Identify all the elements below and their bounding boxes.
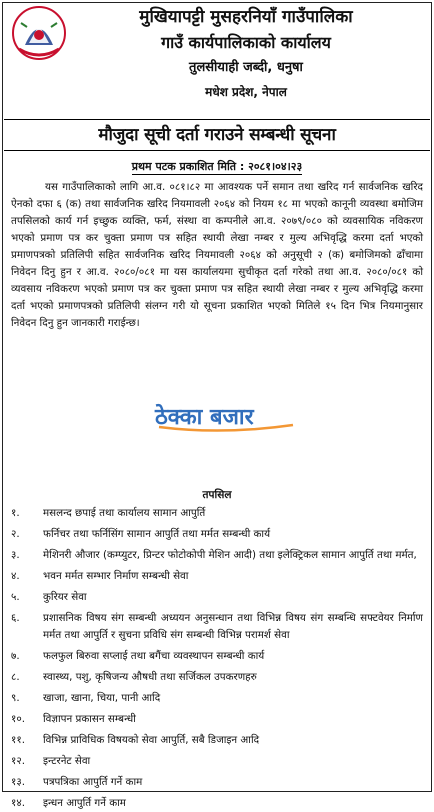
list-item-number: १२.	[11, 755, 25, 767]
list-item	[11, 711, 423, 728]
list-item	[11, 732, 423, 749]
list-item	[11, 690, 423, 707]
office-address: तुलसीयाही जब्दी, धनुषा	[189, 60, 303, 75]
list-item	[11, 505, 423, 522]
list-item-number: १.	[11, 507, 20, 519]
list-item-text: विभिन्न प्राविधिक विषयको सेवा आपुर्ति, सबै डिजाइन आदि	[43, 734, 260, 746]
list-item	[11, 648, 423, 665]
notice-heading: मौजुदा सूची दर्ता गराउने सम्बन्धी सूचना	[4, 119, 430, 151]
office-subtitle: गाउँ कार्यपालिकाको कार्यालय	[161, 33, 331, 52]
list-item-number: ७.	[11, 650, 20, 662]
list-item-text: भवन मर्मत सम्भार निर्माण सम्बन्धी सेवा	[43, 570, 189, 582]
list-item	[11, 774, 423, 791]
list-title: तपसिल	[202, 489, 232, 501]
list-item-text: खाजा, खाना, चिया, पानी आदि	[43, 692, 161, 704]
list-item-text: कुरियर सेवा	[43, 591, 87, 603]
list-item-number: २.	[11, 528, 20, 540]
watermark-logo	[153, 401, 303, 431]
publish-date-text: प्रथम पटक प्रकाशित मिति : २०८१।०४।२३	[131, 160, 303, 173]
list-item-text: पत्रपत्रिका आपुर्ति गर्ने काम	[43, 776, 143, 788]
municipality-title: मुखियापट्टी मुसहरनियाँ गाउँपालिका	[139, 7, 353, 27]
list-item-number: ३.	[11, 549, 20, 561]
service-list	[3, 505, 431, 812]
list-item-number: ८.	[11, 671, 20, 683]
list-item-number: १०.	[11, 713, 25, 725]
list-item-text: फर्निचर तथा फर्निसिंग सामान आपुर्ति तथा मर्मत सम्बन्धी कार्य	[43, 528, 271, 540]
list-item	[11, 526, 423, 543]
list-item	[11, 795, 423, 812]
list-item-number: ९.	[11, 692, 20, 704]
list-item	[11, 669, 423, 686]
list-item-text: इन्धन आपुर्ति गर्ने काम	[43, 797, 126, 809]
list-item-text: मेशिनरी औजार (कम्प्युटर, प्रिन्टर फोटोकोपी मेशिन आदी) तथा इलेक्ट्रिकल सामान आपुर्ति तथा मर्मत,	[43, 549, 417, 561]
publish-date	[3, 159, 431, 175]
list-item	[11, 547, 423, 564]
list-item-text: फलफुल बिरुवा सप्लाई तथा बगैंचा व्यवस्थापन सम्बन्धी कार्य	[43, 650, 265, 662]
list-item-text: इन्टरनेट सेवा	[43, 755, 91, 767]
list-item	[11, 568, 423, 585]
list-item-text: प्रशासनिक विषय संग सम्बन्धी अध्ययन अनुसन्धान तथा विभिन्न विषय संग सम्बन्धि सफ्टवेयर निर्माण मर्मत तथा आपुर्ति र सुचना प्रविधि संग सम्बन्धी विभिन्न परामर्श सेवा	[43, 612, 423, 641]
list-item-number: १४.	[11, 797, 25, 809]
list-item-number: १३.	[11, 776, 25, 788]
list-item	[11, 610, 423, 644]
list-item-number: ११.	[11, 734, 25, 746]
notice-page	[2, 2, 432, 809]
list-item-text: मसलन्द छपाई तथा कार्यालय सामान आपुर्ति	[43, 507, 206, 519]
office-province: मधेश प्रदेश, नेपाल	[205, 85, 287, 99]
office-header	[3, 3, 431, 119]
list-item-number: ४.	[11, 570, 20, 582]
list-item	[11, 589, 423, 606]
list-item-text: विज्ञापन प्रकासन सम्बन्धी	[43, 713, 136, 725]
list-item-text: स्वास्थ्य, पशु, कृषिजन्य औषधी तथा सर्जिकल उपकरणहरु	[43, 671, 257, 683]
watermark-text: ठेक्का बजार	[155, 405, 254, 430]
notice-body: यस गाउँपालिकाको लागि आ.व. ०८१।८२ मा आवश्यक पर्ने समान तथा खरिद गर्न सार्वजनिक खरिद ऐनको दफा ६ (क) तथा सार्वजनिक खरिद नियमावली २०६४ को नियम १८ मा भएको कानूनी व्यवस्था बमोजिम तपसिलको कार्य गर्न इच्छुक व्यक्ति, फर्म, संस्था वा कम्पनीले आ.व. २०७९/०८० को व्यवसायिक नविकरण भएको प्रमाण पत्र कर चुक्ता प्रमाण पत्र सहित स्थायी लेखा नम्बर र मुल्य अभिवृद्धि करमा दर्ता भएको प्रमाणपत्रको प्रतिलिपी सहित सार्वजनिक खरिद नियमावली २०६४ को अनुसूची २ (क) बमोजिमको ढाँचामा निवेदन दिनु हुन र आ.व. २०८०/०८१ मा यस कार्यालयमा सुचीकृत दर्ता गरेको तथा आ.व. २०८०/०८१ को व्यवसाय नविकरण भएको प्रमाण पत्र कर चुक्ता प्रमाण पत्र सहित स्थायी लेखा नम्बर र मुल्य अभिवृद्धि करमा दर्ता भएको प्रमाणपत्रको प्रतिलिपी संलग्न गरी यो सूचना प्रकाशित भएको मितिले १५ दिन भित्र नियमानुसार निवेदन दिनु हुन जानकारी गराईन्छ।	[11, 181, 423, 329]
list-item	[11, 753, 423, 770]
nepal-government-emblem-icon	[7, 5, 71, 61]
list-item-number: ६.	[11, 612, 20, 624]
list-item-number: ५.	[11, 591, 20, 603]
